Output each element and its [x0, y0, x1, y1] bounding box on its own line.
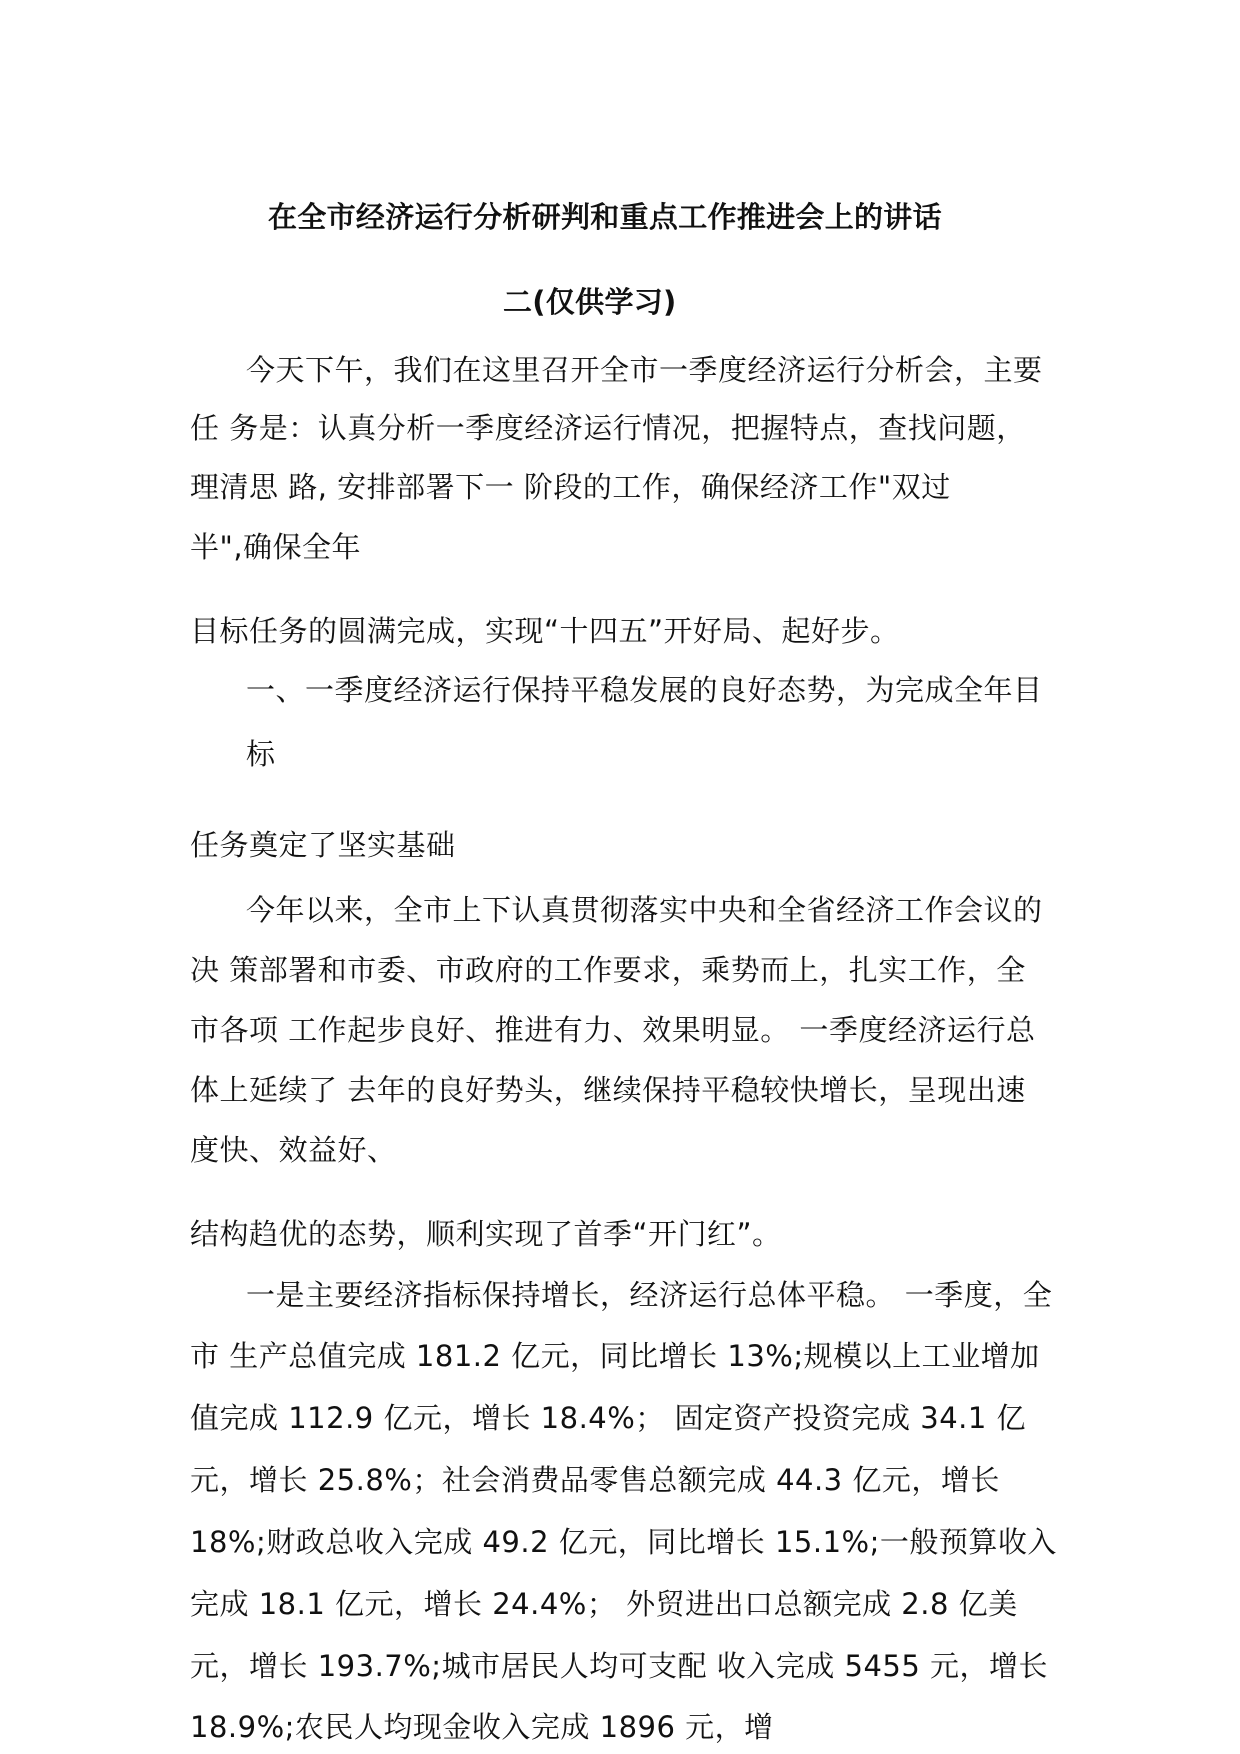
paragraph-line: 今天下午，我们在这里召开全市一季度经济运行分析会，主要 — [246, 353, 1043, 387]
paragraph-line: 元，增长 25.8%；社会消费品零售总额完成 44.3 亿元，增长 — [190, 1463, 1000, 1497]
paragraph-line: 18.9%;农民人均现金收入完成 1896 元，增 — [190, 1710, 774, 1744]
section-heading-line: 一、一季度经济运行保持平稳发展的良好态势，为完成全年目 — [246, 673, 1043, 707]
paragraph-line: 18%;财政总收入完成 49.2 亿元，同比增长 15.1%;一般预算收入 — [190, 1525, 1057, 1559]
paragraph-line: 度快、效益好、 — [190, 1133, 397, 1167]
paragraph-line: 决 策部署和市委、市政府的工作要求，乘势而上，扎实工作，全 — [190, 953, 1026, 987]
paragraph-line: 市 生产总值完成 181.2 亿元，同比增长 13%;规模以上工业增加 — [190, 1339, 1040, 1373]
document-subtitle: 二(仅供学习) — [503, 285, 677, 319]
paragraph-line: 任 务是：认真分析一季度经济运行情况，把握特点，查找问题， — [190, 411, 1026, 445]
section-heading-line: 标 — [246, 737, 276, 771]
document-title: 在全市经济运行分析研判和重点工作推进会上的讲话 — [268, 200, 942, 234]
paragraph-line: 今年以来，全市上下认真贯彻落实中央和全省经济工作会议的 — [246, 893, 1043, 927]
paragraph-line: 市各项 工作起步良好、推进有力、效果明显。 一季度经济运行总 — [190, 1013, 1036, 1047]
paragraph-line: 完成 18.1 亿元，增长 24.4%； 外贸进出口总额完成 2.8 亿美 — [190, 1587, 1018, 1621]
paragraph-line: 半",确保全年 — [190, 530, 362, 564]
paragraph-line: 元，增长 193.7%;城市居民人均可支配 收入完成 5455 元，增长 — [190, 1649, 1049, 1683]
paragraph-line: 目标任务的圆满完成，实现“十四五”开好局、起好步。 — [190, 614, 900, 648]
section-heading-line: 任务奠定了坚实基础 — [190, 828, 456, 862]
paragraph-line: 结构趋优的态势，顺利实现了首季“开门红”。 — [190, 1217, 782, 1251]
paragraph-line: 值完成 112.9 亿元，增长 18.4%； 固定资产投资完成 34.1 亿 — [190, 1401, 1027, 1435]
paragraph-line: 体上延续了 去年的良好势头，继续保持平稳较快增长，呈现出速 — [190, 1073, 1026, 1107]
paragraph-line: 一是主要经济指标保持增长，经济运行总体平稳。 一季度，全 — [246, 1278, 1053, 1312]
paragraph-line: 理清思 路, 安排部署下一 阶段的工作，确保经济工作"双过 — [190, 470, 951, 504]
